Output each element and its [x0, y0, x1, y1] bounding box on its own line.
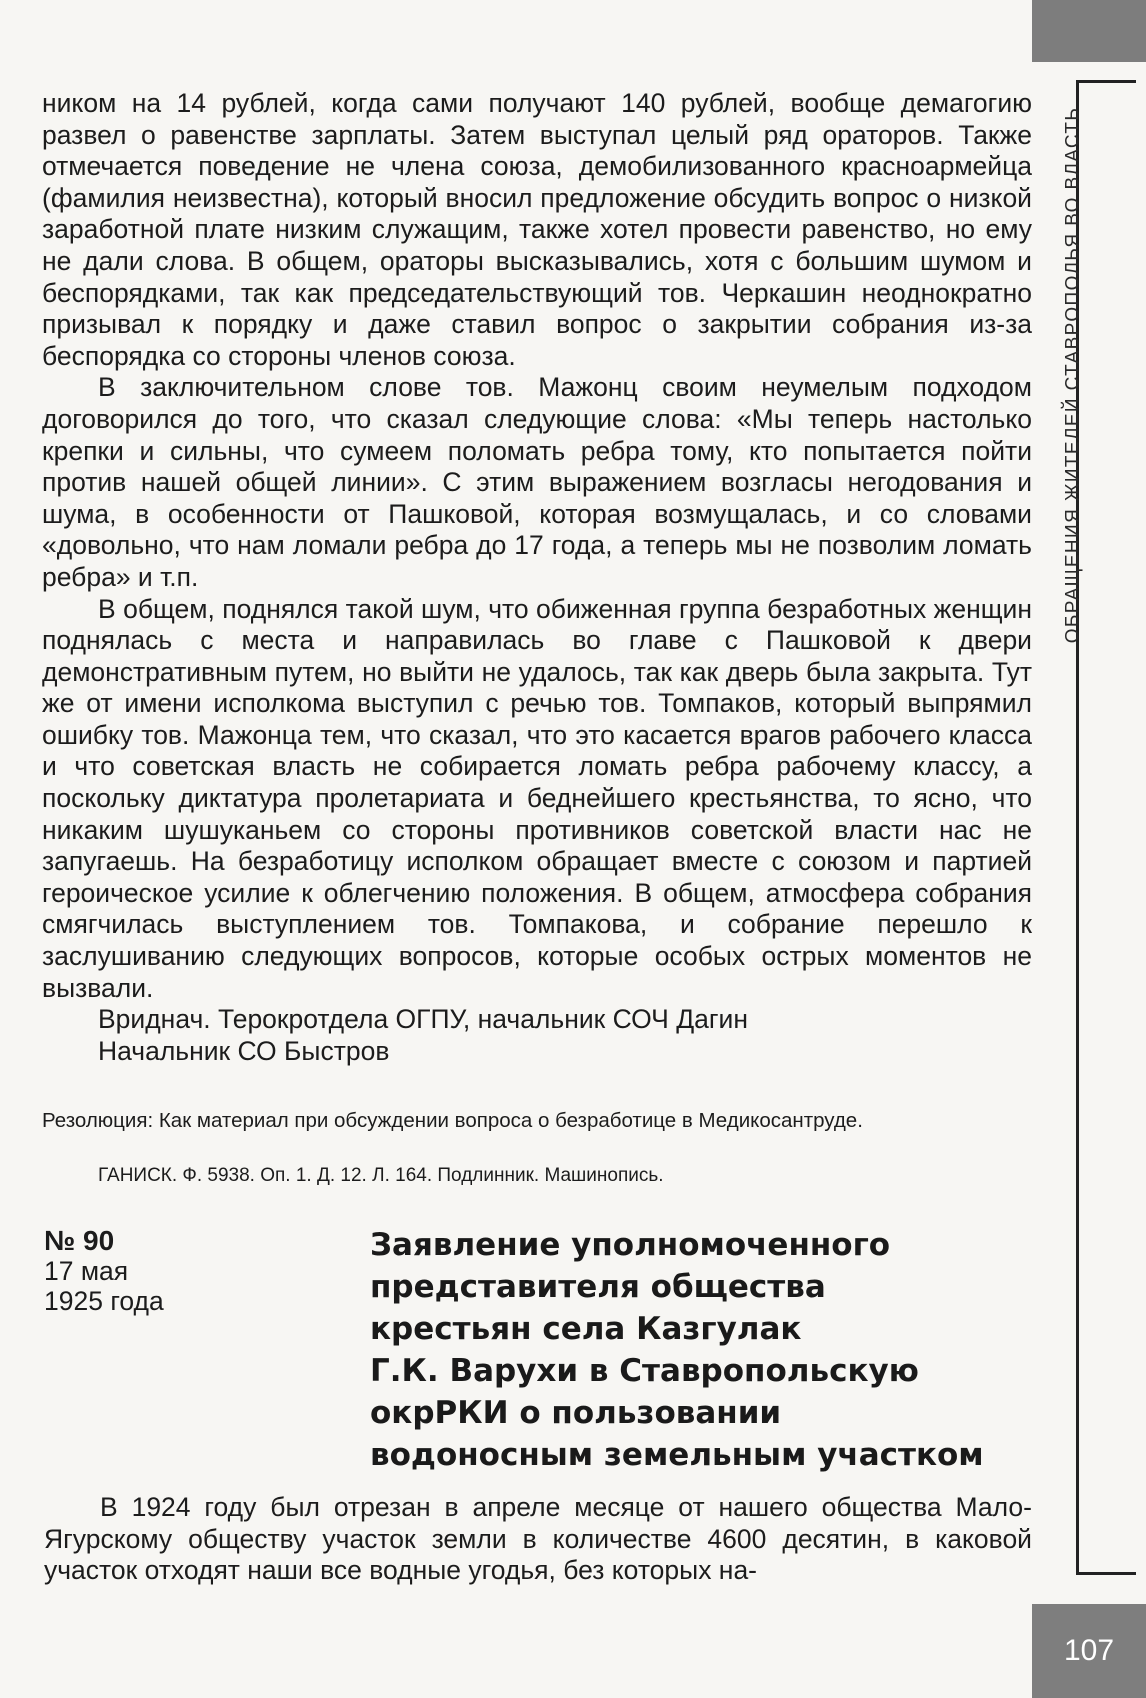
title-line: Г.К. Варухи в Ставропольскую — [370, 1353, 919, 1389]
document-meta — [44, 1226, 344, 1316]
paragraph: В заключительном слове тов. Мажонц своим неумелым подходом договорился до того, что сказал следующие слова: «Мы теперь настолько крепки и сильны, что сумеем поломать ребра тому, кто попытается пойти против нашей общей линии». С этим выражением возгласы негодования и шума, в особенности от Пашковой, которая возмущалась, и со словами «довольно, что нам ломали ребра до 17 года, а теперь мы не позволим ломать ребра» и т.п. — [42, 372, 1032, 592]
title-line: окрРКИ о пользовании — [370, 1395, 782, 1431]
document-title — [370, 1224, 1050, 1476]
running-head — [1056, 80, 1090, 670]
top-edge-tab — [1032, 0, 1146, 62]
archive-reference: ГАНИСК. Ф. 5938. Оп. 1. Д. 12. Л. 164. Подлинник. Машинопись. — [98, 1165, 664, 1186]
document-body — [44, 1492, 1032, 1587]
signature-line: Вриднач. Терокротдела ОГПУ, начальник СОЧ Дагин — [98, 1004, 748, 1035]
signature-line: Начальник СО Быстров — [98, 1035, 390, 1066]
document-date-year: 1925 года — [44, 1286, 164, 1316]
report-text — [42, 88, 1032, 1067]
document-number: № 90 — [44, 1225, 115, 1256]
title-line: крестьян села Казгулак — [370, 1311, 802, 1347]
resolution-note: Резолюция: Как материал при обсуждении вопроса о безработице в Медикосантруде. — [42, 1109, 863, 1132]
running-head-text: ОБРАЩЕНИЯ ЖИТЕЛЕЙ СТАВРОПОЛЬЯ ВО ВЛАСТЬ — [1062, 106, 1084, 644]
paragraph: В 1924 году был отрезан в апреле месяце от нашего общества Мало-Ягурскому обществу участок земли в количестве 4600 десятин, в каковой участок отходят наши все водные угодья, без которых на- — [44, 1492, 1032, 1586]
page-number: 107 — [1032, 1604, 1146, 1698]
paragraph: ником на 14 рублей, когда сами получают 140 рублей, вообще демагогию развел о равенстве зарплаты. Затем выступал целый ряд ораторов. Также отмечается поведение не члена союза, демобилизованного красноармейца (фамилия неизвестна), который вносил предложение обсудить вопрос о низкой заработной плате низким служащим, также хотел провести равенство, но ему не дали слова. В общем, ораторы высказывались, хотя с большим шумом и беспорядками, так как председательствующий тов. Черкашин неоднократно призывал к порядку и даже ставил вопрос о закрытии собрания из-за беспорядка со стороны членов союза. — [42, 88, 1032, 371]
title-line: водоносным земельным участком — [370, 1437, 984, 1473]
document-date-day: 17 мая — [44, 1256, 129, 1286]
paragraph: В общем, поднялся такой шум, что обиженная группа безработных женщин поднялась с места и направилась во главе с Пашковой к двери демонстративным путем, но выйти не удалось, так как дверь была закрыта. Тут же от имени исполкома выступил с речью тов. Томпаков, который выпрямил ошибку тов. Мажонца тем, что сказал, что это касается врагов рабочего класса и что советская власть не собирается ломать ребра рабочему классу, а поскольку диктатура пролетариата и беднейшего крестьянства, то ясно, что никаким шушуканьем со стороны противников советской власти нас не запугаешь. На безработицу исполком обращает вместе с союзом и партией героическое усилие к облегчению положения. В общем, атмосфера собрания смягчилась выступлением тов. Томпакова, и собрание перешло к заслушиванию следующих вопросов, которые особых острых моментов не вызвали. — [42, 593, 1032, 1003]
title-line: Заявление уполномоченного — [370, 1227, 891, 1263]
title-line: представителя общества — [370, 1269, 826, 1305]
